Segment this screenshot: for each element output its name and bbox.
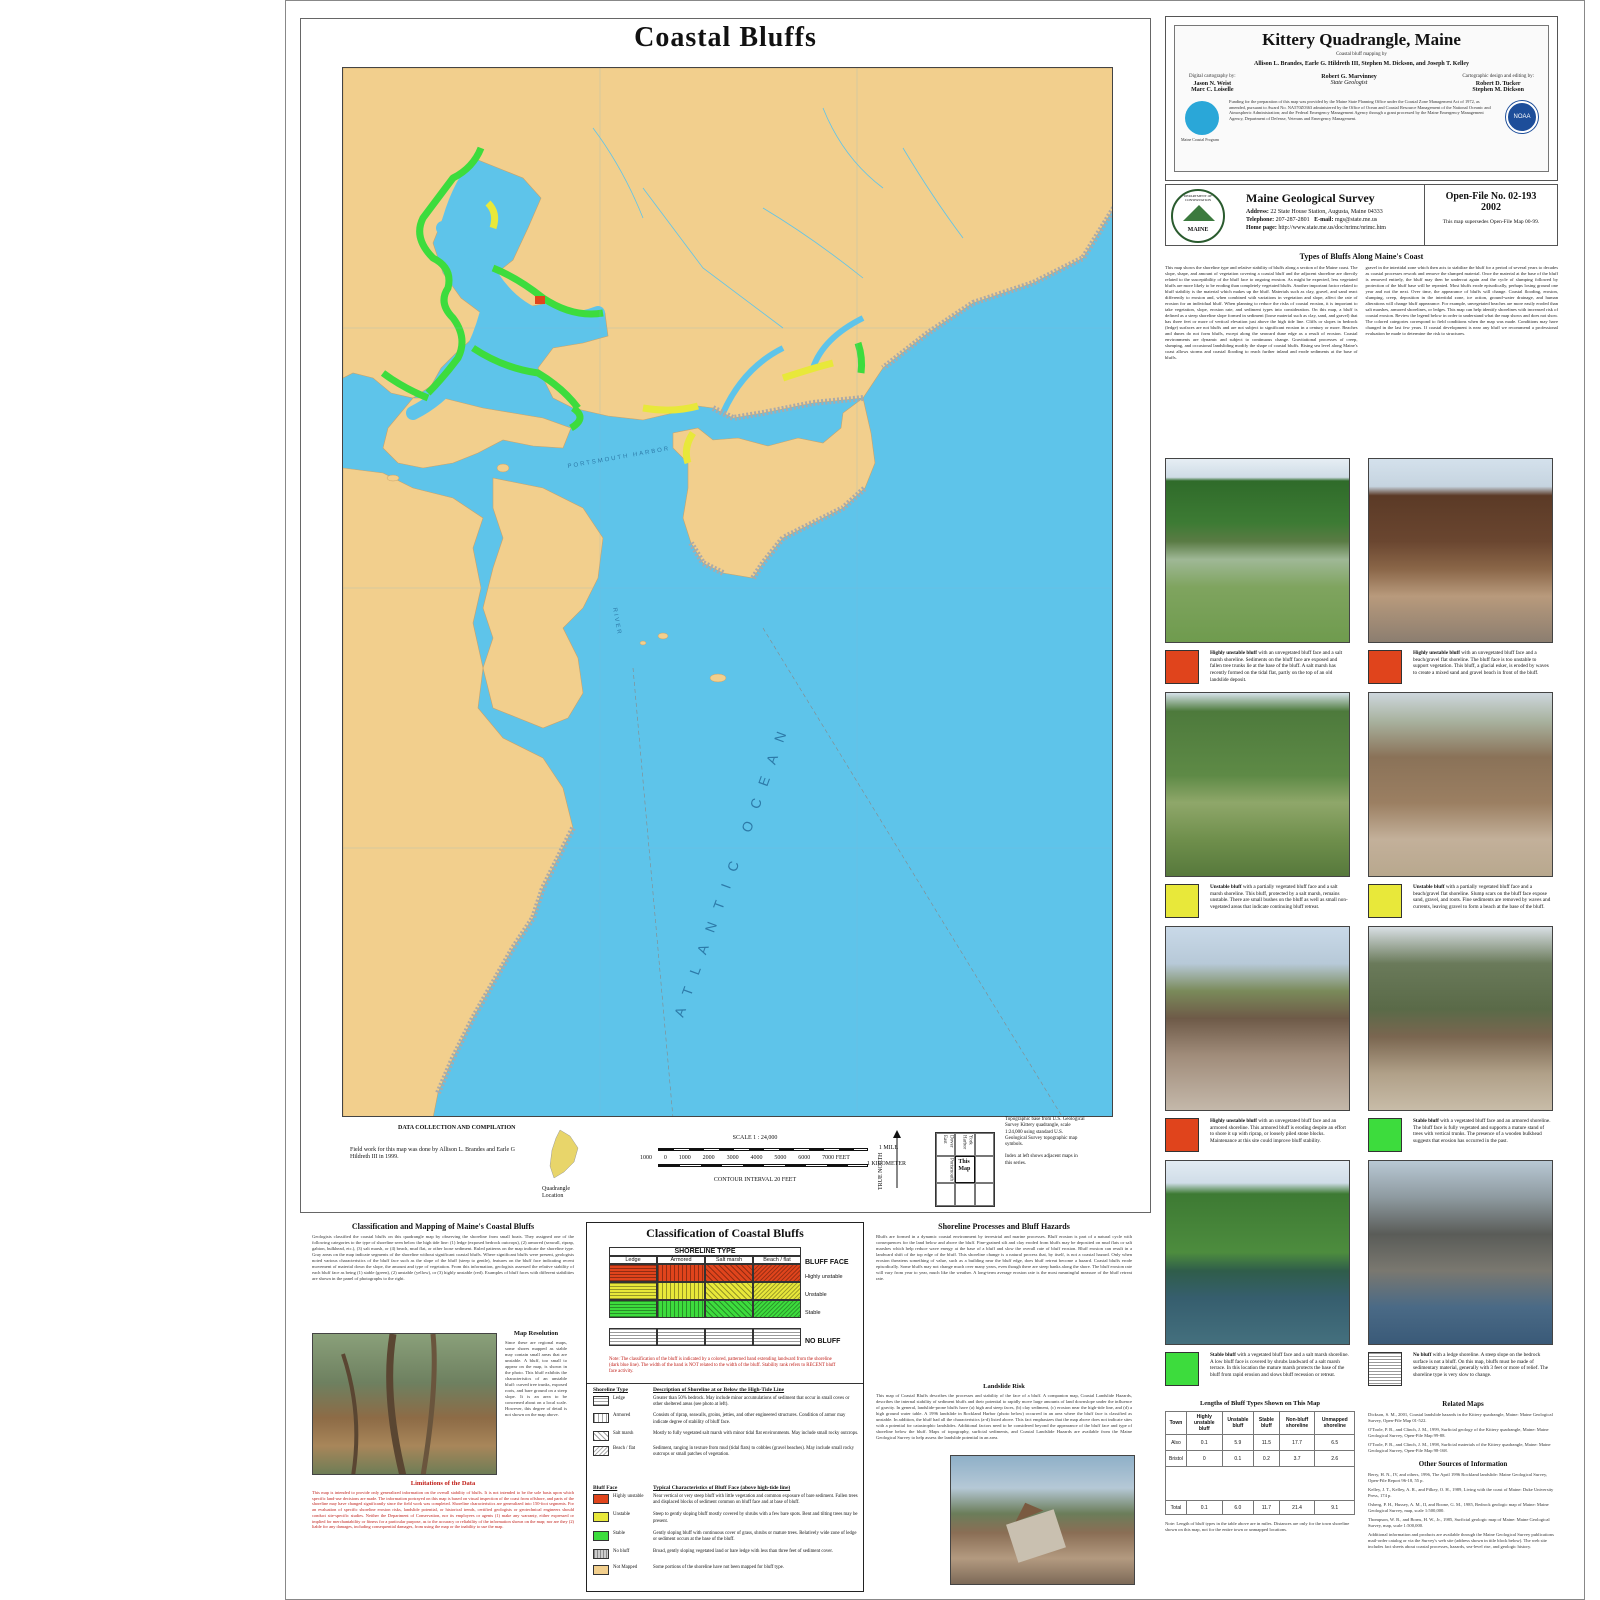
bluff-photo xyxy=(1368,926,1553,1111)
legend-note: Note: The classification of the bluff is indicated by a colored, patterned band extending landward from the shoreline (dark blue line). The width of the band is NOT related to the width of the bluff. Stability rank refers to RECENT bluff face activity. xyxy=(609,1357,836,1375)
map-resolution xyxy=(505,1330,567,1418)
maine-outline-icon xyxy=(542,1128,582,1180)
legend-swatch xyxy=(657,1282,705,1300)
legend-column-label: Beach / flat xyxy=(753,1256,801,1264)
legend-column-label: Ledge xyxy=(609,1256,657,1264)
lengths-cell: 21.4 xyxy=(1279,1501,1315,1515)
survey-contact: Address: 22 State House Station, Augusta, Maine 04333 Telephone: 207-287-2801 E-mail: mgs@state.me.us Home page: http://www.state.me.us/doc/nrimc/nrimc.htm xyxy=(1246,209,1386,231)
map-title: Coastal Bluffs xyxy=(634,22,817,53)
legend-no-bluff-row xyxy=(609,1328,801,1346)
photo-caption: Unstable bluff with a partially vegetated bluff face and a beach/gravel flat shoreline. Slump scars on the bluff face expose sand, gravel, and roots. Fine sediments are removed by waves and currents, leaving gravel to form a beach at the base of the bluff. xyxy=(1413,884,1551,910)
related-item: O'Toole, P. B., and Clinch, J. M., 1998, Surficial materials of the Kittery quadrangle, Maine: Maine Geological Survey, Open-File Map 98-168. xyxy=(1368,1441,1551,1453)
landslide-section xyxy=(876,1383,1132,1441)
table-row xyxy=(1166,1501,1355,1515)
bluff-band-stable xyxy=(571,408,580,428)
hazards-heading: Shoreline Processes and Bluff Hazards xyxy=(938,1222,1070,1231)
legend-row xyxy=(609,1282,801,1300)
lengths-note: Note: Length of bluff types in the table above are in miles. Distances are only for the town shoreline shown on this map, not for the entire town or unmapped locations. xyxy=(1165,1521,1350,1532)
lengths-cell: 0.1 xyxy=(1186,1501,1222,1515)
digital-credit: Digital cartography by: Jason N. Weist Marc C. Loiselle xyxy=(1189,74,1236,93)
survey-block xyxy=(1165,184,1558,246)
stability-swatch xyxy=(1368,884,1402,918)
scale-km: 1 KILOMETER xyxy=(866,1160,906,1167)
label-river: RIVER xyxy=(611,607,622,637)
shoreline-swatch xyxy=(593,1396,609,1406)
open-file-number: Open-File No. 02-193 xyxy=(1445,191,1537,202)
legend-swatch xyxy=(705,1300,753,1318)
legend-column-label: Salt marsh xyxy=(705,1256,753,1264)
carto-credit: Cartographic design and editing by: Robert D. Tucker Stephen M. Dickson xyxy=(1462,74,1534,93)
lengths-cell: 2.6 xyxy=(1315,1451,1355,1467)
quad-title: Kittery Quadrangle, Maine xyxy=(1262,30,1461,49)
shoreline-swatch xyxy=(593,1446,609,1456)
bluff-photo xyxy=(1165,926,1350,1111)
bluff-face-item: Highly unstable Near vertical or very steep bluff with little vegetation and common exposure of bare sediment. Fallen trees and displaced blocks of sediment common on bluff face and at base of bluff. xyxy=(593,1494,859,1506)
index-cell: Portsmouth xyxy=(936,1156,955,1183)
bluff-face-swatch xyxy=(593,1494,609,1504)
legend-swatch xyxy=(657,1300,705,1318)
legend-swatch xyxy=(609,1282,657,1300)
lengths-cell: 0.1 xyxy=(1186,1435,1222,1451)
limitations-heading: Limitations of the Data xyxy=(410,1480,476,1487)
lengths-cell: Bristol xyxy=(1166,1451,1187,1467)
legend-row-label: Stable xyxy=(805,1310,821,1316)
lengths-cell: 9.1 xyxy=(1315,1501,1355,1515)
bluff-face-item: Stable Gently sloping bluff with continuous cover of grass, shrubs or mature trees. Relatively wide zone of ledge or sediment occurs at the base of the bluff. xyxy=(593,1531,859,1543)
data-collection-text: Field work for this map was done by Allison L. Brandes and Earle G Hildreth III in 1999. xyxy=(350,1146,515,1160)
legend-swatch xyxy=(705,1264,753,1282)
bluff-photo xyxy=(1165,692,1350,877)
classification-heading: Classification and Mapping of Maine's Coastal Bluffs xyxy=(351,1222,535,1231)
other-item: Berry, H. N., IV, and others, 1996, The April 1996 Rockland landslide: Maine Geological Survey, Open-File Report 96-18, 55 p. xyxy=(1368,1471,1548,1483)
coastal-bluff-map[interactable] xyxy=(342,67,1113,1117)
open-file-year: 2002 xyxy=(1481,202,1501,213)
hazards-section xyxy=(876,1222,1132,1282)
north-arrow-icon xyxy=(890,1128,904,1188)
shoreline-type-title: SHORELINE TYPE xyxy=(609,1247,801,1256)
label-ocean: ATLANTIC OCEAN xyxy=(670,716,795,1020)
index-note: Index at left shows adjacent maps in this series. xyxy=(1005,1154,1078,1166)
bluff-face-list: Bluff Face Typical Characteristics of Bluff Face (above high-tide line) Highly unstable Near vertical or very steep bluff with little vegetation and common exposure of bare sediment. Fallen trees and displaced blocks of sediment common on bluff face and at base of bluff. Unstable Steep to gently sloping bluff mostly covered by shrubs with a few bare spots. Bent and tilting trees may be present. Stable Gently sloping bluff with continuous cover of grass, shrubs or mature trees. Relatively wide zone of ledge or sediment occurs at the base of the bluff. No bluff Broad, gently sloping vegetated land or bare ledge with less than three feet of sediment cover. Not Mapped Some portions of the shoreline have not been mapped for bluff type. xyxy=(593,1485,859,1581)
bluff-face-swatch xyxy=(593,1512,609,1522)
legend-swatch xyxy=(753,1264,801,1282)
types-col2: gravel in the intertidal zone which then acts to stabilize the bluff for a period of several years to decades as coastal processes rework and remove the slumped material. Once the material at the base of the bluff is removed entirely, the bluff may then be undercut again and the cycle of slumping followed by protection of the bluff base will be repeated. Most bluffs erode episodically, perhaps losing ground one year and not the next. Over time, the appearance of bluffs will change. Coastal flooding, erosion, slumping, creep, deposition in the intertidal zone, ice action, ground-water drainage, and human alterations will change bluff appearance. For example, unvegetated beaches are more easily eroded than salt marshes, armored shorelines, or ledges. This map can help identify shorelines with increased risk of coastal erosion. Review the legend below in order to understand what the map shows and does not show. The colored categories correspond to field conditions when the map was made. Conditions may have changed in the last few years. If coastal development is near any bluff we recommend a professional evaluation be made to determine the risk to structures. xyxy=(1365,265,1558,336)
lengths-cell: 11.5 xyxy=(1254,1435,1279,1451)
photo-caption: No bluff with a ledge shoreline. A steep slope on the bedrock surface is not a bluff. On this map, bluffs must be made of sedimentary material, generally with 3 feet or more of relief. The shoreline type is very slow to change. xyxy=(1413,1352,1549,1378)
legend-swatch xyxy=(705,1282,753,1300)
title-block xyxy=(1165,16,1558,181)
bluff-face-swatch xyxy=(593,1531,609,1541)
bluff-photo xyxy=(1165,1160,1350,1345)
shoreline-type-item: Armored Consists of riprap, seawalls, groins, jetties, and other engineered structures. Condition of armor may indicate degree of stability of bluff face. xyxy=(593,1413,859,1425)
legend-column-label: Armored xyxy=(657,1256,705,1264)
lengths-section xyxy=(1165,1400,1355,1533)
lengths-cell: 17.7 xyxy=(1279,1435,1315,1451)
shoreline-swatch xyxy=(593,1413,609,1423)
table-row xyxy=(1166,1435,1355,1451)
no-bluff-title: NO BLUFF xyxy=(805,1338,841,1345)
hazards-body: Bluffs are formed in a dynamic coastal environment by terrestrial and marine processes. Bluff erosion is part of a natural cycle with consequences for the land below and above the bluff. Fine-grained silt and clay eroded from bluffs may be deposited on mud flats or salt marshes which help reduce wave energy at the base of a bluff and slow the overall rate of bluff erosion. Bluff erosion can result in a landward shift of the top edge of the bluff. This shoreline change is a natural process that, by itself, is not a coastal hazard. Only when erosion threatens something of value, such as a building near the bluff edge, does bluff retreat become a hazard. Coastal bluffs erode episodically. Some bluffs may not change much over many years, even though there are steep banks along the shore. The bluff erosion rate will vary from year to year, much like the weather. A long-term average erosion rate is the most meaningful measure of the bluff retreat rate. xyxy=(876,1234,1132,1281)
bluff-band-stable xyxy=(858,343,862,373)
shoreline-swatch xyxy=(593,1431,609,1441)
related-heading: Related Maps xyxy=(1442,1400,1484,1408)
bluff-band-unstable xyxy=(488,203,495,228)
related-section xyxy=(1368,1400,1558,1552)
lengths-header: Highly unstable bluff xyxy=(1186,1412,1222,1435)
other-item: Osberg, P. H., Hussey, A. M., II, and Boone, G. M., 1985, Bedrock geologic map of Maine: Maine Geological Survey, map, scale 1:500,000. xyxy=(1368,1501,1549,1513)
legend-swatch xyxy=(753,1282,801,1300)
related-item: O'Toole, P. B., and Clinch, J. M., 1999, Surficial geology of the Kittery quadrangle, Maine: Maine Geological Survey, Open-File Map 99-88. xyxy=(1368,1426,1549,1438)
quad-location-label: Quadrangle Location xyxy=(542,1185,570,1199)
types-section xyxy=(1165,252,1558,361)
legend-grid xyxy=(609,1264,801,1318)
lengths-cell: 6.5 xyxy=(1315,1435,1355,1451)
survey-name: Maine Geological Survey xyxy=(1246,191,1375,205)
photo-map-resolution xyxy=(312,1333,497,1475)
bluff-face-item: Unstable Steep to gently sloping bluff mostly covered by shrubs with a few bare spots. Bent and tilting trees may be present. xyxy=(593,1512,859,1524)
lengths-cell: 5.9 xyxy=(1222,1435,1254,1451)
lengths-header: Unmapped shoreline xyxy=(1315,1412,1355,1435)
mapping-by-label: Coastal bluff mapping by xyxy=(1336,52,1387,57)
lengths-header: Stable bluff xyxy=(1254,1412,1279,1435)
lengths-cell: 0.2 xyxy=(1254,1451,1279,1467)
supersedes: This map supersedes Open-File Map 00-99. xyxy=(1442,219,1540,225)
other-item: Additional information and products are available through the Maine Geological Survey publications mail-order catalog or via the Survey's web site (address shown in title block below). The web site includes fact sheets about coastal processes, hazards, sea-level rise, and geologic history. xyxy=(1368,1531,1554,1549)
related-list xyxy=(1368,1412,1558,1454)
scale-ticks: 1000 0 1000 2000 3000 4000 5000 6000 7000 FEET xyxy=(640,1154,850,1161)
legend-row xyxy=(609,1300,801,1318)
land-newcastle xyxy=(483,478,603,728)
photo-caption: Highly unstable bluff with an unvegetated bluff face and a beach/gravel flat shoreline. The bluff face is too unstable to support vegetation. This bluff, a glacial esker, is eroded by waves to create a mixed sand and gravel beach in front of the bluff. xyxy=(1413,650,1549,676)
other-item: Kelley, J. T., Kelley, A. R., and Pilkey, O. H., 1989, Living with the coast of Maine: Duke University Press, 174 p. xyxy=(1368,1486,1554,1498)
stability-swatch xyxy=(1368,1118,1402,1152)
types-heading: Types of Bluffs Along Maine's Coast xyxy=(1299,252,1424,261)
stability-swatch xyxy=(1368,1352,1402,1386)
lengths-cell: 0 xyxy=(1186,1451,1222,1467)
photo-caption: Stable bluff with a vegetated bluff face and an armored shoreline. The bluff face is fully vegetated and supports a mature stand of trees with vertical trunks. The presence of a wooden bulkhead suggests that erosion has occurred in the past. xyxy=(1413,1118,1551,1144)
legend-columns xyxy=(609,1256,801,1264)
photo-caption: Stable bluff with a vegetated bluff face and a salt marsh shoreline. A low bluff face is covered by shrubs landward of a salt marsh terrace. In this location the mature marsh protects the base of the bluff from rapid erosion and slows bluff recession or retreat. xyxy=(1210,1352,1349,1378)
bluff-band-highly-unstable xyxy=(535,296,545,304)
index-cell: York Harbor xyxy=(955,1133,974,1156)
bluff-photo xyxy=(1165,458,1350,643)
bluff-photo xyxy=(1368,458,1553,643)
stability-swatch xyxy=(1368,650,1402,684)
limitations xyxy=(312,1480,574,1530)
index-this-map: This Map xyxy=(955,1156,974,1183)
lengths-header: Unstable bluff xyxy=(1222,1412,1254,1435)
legend-swatch xyxy=(609,1264,657,1282)
scale-mile: 1 MILE xyxy=(878,1144,898,1151)
maine-coastal-program-logo xyxy=(1185,101,1219,135)
label-harbor: PORTSMOUTH HARBOR xyxy=(567,446,671,470)
limitations-body: This map is intended to provide only generalized information on the overall stability of bluffs. It is not intended to be the sole basis upon which specific land-use decisions are made. The information portrayed on this map is based on visual inspection of the coast from offshore, and parts of the shoreline may have changed significantly since the field work was completed. Shoreline characteristics are generalized into 150-foot segments. For an evaluation of specific shoreline erosion risks, landslide potential, or historical trends, certified geologists or geotechnical engineers should conduct site-specific studies. Neither the Department of Conservation, nor its employees or agents (1) make any warranty, either expressed or implied for merchantability or fitness for a particular purpose, as to the accuracy or reliability of the information shown on the map; nor are they (2) liable for any damages, including consequential damages, from using the map or the inability to use the map. xyxy=(312,1490,574,1530)
bluff-photo xyxy=(1368,692,1553,877)
legend-row xyxy=(609,1264,801,1282)
map-resolution-body: Since these are regional maps, some shores mapped as stable may contain small areas that are unstable. A bluff, too small to appear on the map, is shown in the photo. This bluff exhibits the characteristics of an unstable bluff: curved tree trunks, exposed roots, and bare ground on a steep slope. It is an area to be concerned about on a local scale. However, this degree of detail is not shown on the map above. xyxy=(505,1340,567,1417)
related-item: Dickson, S. M., 2001, Coastal landslide hazards in the Kittery quadrangle, Maine: Maine Geological Survey, Open-File Map 01-522. xyxy=(1368,1412,1553,1423)
photo-caption: Unstable bluff with a partially vegetated bluff face and a salt marsh shoreline. This bluff, protected by a salt marsh, remains unstable. There are small bushes on the bluff as well as small non-vegetated areas that indicate continuing bluff retreat. xyxy=(1210,884,1348,910)
authors: Allison L. Brandes, Earle G. Hildreth III, Stephen M. Dickson, and Joseph T. Kelley xyxy=(1253,60,1470,67)
types-col1: This map shows the shoreline type and relative stability of bluffs along a section of the Maine coast. The slope, shape, and amount of vegetation covering a coastal bluff and the adjacent shoreline are directly related to the susceptibility of the bluff face to ongoing erosion. As might be expected, less vegetated bluffs are more likely to be eroding than completely vegetated bluffs. Another important factor related to bluff stability is the material which makes up the bluff. Materials such as clay, gravel, and sand react differently to erosion and, when combined with variations in vegetation and slope, affect the rate of erosion for an individual bluff. When planning to reduce the risks of coastal erosion, it is important to take vegetation, slope, erosion rate, and sediment types into consideration. On this map, a bluff is defined as a steep shoreline slope formed in sediment (loose material such as clay, sand, and gravel) that has three feet or more of vertical elevation just above the high tide line. Cliffs or slopes in bedrock (ledge) surfaces are not bluffs and are not subject to significant erosion in a century or more. Beaches and dunes do not form bluffs, except along the seaward dune edge as a result of erosion. Coastal environments are dynamic and subject to continuous change. Gravitational processes of creep, slumping, and occasional landsliding modify the shape of coastal bluffs. Rising sea level along Maine's coast allows storms and coastal flooding to reach further inland and erode sediments at the base of bluffs. xyxy=(1165,265,1358,360)
shoreline-type-item: Beach / flat Sediment, ranging in texture from mud (tidal flats) to cobbles (gravel beaches). May include small rocky outcrops or small patches of vegetation. xyxy=(593,1446,859,1458)
legend-row-label: Unstable xyxy=(805,1292,827,1298)
legend-panel xyxy=(586,1222,864,1592)
data-collection-heading: DATA COLLECTION AND COMPILATION xyxy=(398,1125,516,1131)
topo-note xyxy=(1005,1117,1085,1167)
lengths-header: Non-bluff shoreline xyxy=(1279,1412,1315,1435)
lengths-cell: 0.1 xyxy=(1222,1451,1254,1467)
other-item: Thompson, W. B., and Borns, H. W., Jr., 1985, Surficial geologic map of Maine: Maine Geological Survey, map, scale 1:500,000. xyxy=(1368,1516,1550,1528)
index-map xyxy=(935,1132,995,1207)
photo-caption: Highly unstable bluff with an unvegetated bluff face and a salt marsh shoreline. Sediments on the bluff face are exposed and fallen tree trunks lie at the base of the bluff. A salt marsh has recently formed on the tidal flat, partly on the top of an old landslide deposit. xyxy=(1210,650,1343,683)
shoreline-type-list: Shoreline Type Description of Shoreline at or Below the High-Tide Line Ledge Greater than 50% bedrock. May include minor accumulations of sediment that occur in small coves or other sheltered areas (see photo at left). Armored Consists of riprap, seawalls, groins, jetties, and other engineered structures. Condition of armor may indicate degree of stability of bluff face. Salt marsh Mostly to fully vegetated salt marsh with minor tidal flat environments. May include small rocky outcrops. Beach / flat Sediment, ranging in texture from mud (tidal flats) to cobbles (gravel beaches). May include small rocky outcrops or small patches of vegetation. xyxy=(593,1387,859,1458)
north-label: TRUE NORTH xyxy=(878,1152,884,1190)
map-resolution-heading: Map Resolution xyxy=(513,1330,559,1337)
other-list xyxy=(1368,1472,1558,1550)
lengths-cell: 11.7 xyxy=(1254,1501,1279,1515)
data-collection xyxy=(350,1125,520,1162)
index-cell: Dover East xyxy=(936,1133,955,1156)
lengths-table xyxy=(1165,1411,1355,1515)
land-kittery-point xyxy=(673,398,875,578)
topo-note-text: Topographic base from U.S. Geological Survey Kittery quadrangle, scale 1:24,000 using standard U.S. Geological Survey topographic map symbols. xyxy=(1005,1117,1085,1147)
logo-left-label: Maine Coastal Program xyxy=(1181,136,1219,142)
map-graphic xyxy=(343,68,1113,1117)
other-heading: Other Sources of Information xyxy=(1418,1459,1508,1468)
photo-caption: Highly unstable bluff with an unvegetated bluff face and an armored shoreline. This armored bluff is eroding despite an effort to shore it up with riprap, or loosely piled stone blocks. Maintenance at this site could improve bluff stability. xyxy=(1210,1118,1346,1144)
photo-landslide xyxy=(950,1455,1135,1585)
quad-location xyxy=(542,1128,592,1199)
legend-swatch xyxy=(657,1264,705,1282)
lengths-cell: 6.0 xyxy=(1222,1501,1254,1515)
lengths-heading: Lengths of Bluff Types Shown on This Map xyxy=(1199,1400,1321,1407)
stability-swatch xyxy=(1165,650,1199,684)
lengths-header: Town xyxy=(1166,1412,1187,1435)
noaa-logo: NOAA xyxy=(1506,101,1538,133)
dept-conservation-seal: MAINE DEPARTMENT OF CONSERVATION xyxy=(1171,189,1225,243)
bluff-face-swatch xyxy=(593,1549,609,1559)
classification-text xyxy=(312,1222,574,1282)
scale-text: SCALE 1 : 24,000 xyxy=(732,1135,778,1141)
bluff-band-unstable xyxy=(643,406,698,410)
stability-swatch xyxy=(1165,1118,1199,1152)
bluff-face-swatch xyxy=(593,1565,609,1575)
legend-row-label: Highly unstable xyxy=(805,1274,843,1280)
bluff-face-item: Not Mapped Some portions of the shoreline have not been mapped for bluff type. xyxy=(593,1565,859,1575)
shoreline-type-item: Salt marsh Mostly to fully vegetated salt marsh with minor tidal flat environments. May include small rocky outcrops. xyxy=(593,1431,859,1441)
legend-swatch xyxy=(753,1300,801,1318)
landslide-body: This map of Coastal Bluffs describes the processes and stability of the face of a bluff. A companion map, Coastal Landslide Hazards, describes the internal stability of sediment bluffs and their potential to rapidly move large amounts of land downslope under the influence of gravity. In general, landslide-prone bluffs have (a) high and steep faces, (b) clay sediment, (c) erosion near the high-tide line, and (d) a high ground water table. A 1996 landslide in Rockland Harbor (photo below) occurred in an area where the bluff face is classified as unstable. In addition, the bluff had all the characteristics (a-d) listed above. This fact emphasizes that the map above does not indicate sites with a potential for catastrophic landslides. Additional factors need to be considered beyond the appearance of the bluff face and type of shoreline below the bluff. Maps of topography, surficial sediments, and Coastal Landslide Hazards are available from the Maine Geological Survey to help assess the landslide potential in an area. xyxy=(876,1393,1132,1440)
lengths-cell: Also xyxy=(1166,1435,1187,1451)
lengths-cell: Total xyxy=(1166,1501,1187,1515)
legend-heading: Classification of Coastal Bluffs xyxy=(646,1226,804,1240)
classification-body: Geologists classified the coastal bluffs on this quadrangle map by observing the shoreline from small boats. They assigned one of the following categories to the type of shoreline seen below the high tide line: (1) ledge (exposed bedrock outcrops), (2) armored (seawall, riprap, gabion, bulkhead, etc.), (3) salt marsh, or (4) beach, mud flat, or other loose sediment. Ruled patterns on the map indicate the shoreline type. Gray areas on the map indicate segments of the shoreline without significant coastal bluffs. Where significant bluffs were present, geologists noted various characteristics of the bluff face such as the slope of the bluff (steep to gentle), features on the bluff face indicating recent movement of material down the slope, the amount and type of vegetation. From this information, geologists assessed the relative stability of each bluff face as being (1) stable (green), (2) unstable (yellow), or (3) highly unstable (red). Examples of bluff faces with different stabilities are shown in the panel of photographs to the right. xyxy=(312,1234,574,1281)
table-row xyxy=(1166,1451,1355,1467)
contour-interval: CONTOUR INTERVAL 20 FEET xyxy=(713,1176,797,1183)
bluff-face-item: No bluff Broad, gently sloping vegetated land or bare ledge with less than three feet of sediment cover. xyxy=(593,1549,859,1559)
stability-swatch xyxy=(1165,884,1199,918)
landslide-heading: Landslide Risk xyxy=(983,1383,1025,1390)
lengths-cell: 3.7 xyxy=(1279,1451,1315,1467)
stability-swatch xyxy=(1165,1352,1199,1386)
shoreline-type-item: Ledge Greater than 50% bedrock. May include minor accumulations of sediment that occur in small coves or other sheltered areas (see photo at left). xyxy=(593,1396,859,1408)
bluff-photo xyxy=(1368,1160,1553,1345)
legend-swatch xyxy=(609,1300,657,1318)
funding-text: Funding for the preparation of this map was provided by the Maine State Planning Office under the Coastal Zone Management Act of 1972, as amended, pursuant to Award No. NA570Z0363 administered by the Office of Ocean and Coastal Resource Management of the National Oceanic and Atmospheric Administration; and the Federal Emergency Management Agency through a grant processed by the Maine Emergency Management Agency, Department of Defense, Veterans and Emergency Management. xyxy=(1229,98,1491,121)
geologist-credit: Robert G. Marvinney State Geologist xyxy=(1321,74,1377,87)
bluff-face-title: BLUFF FACE xyxy=(805,1259,849,1266)
